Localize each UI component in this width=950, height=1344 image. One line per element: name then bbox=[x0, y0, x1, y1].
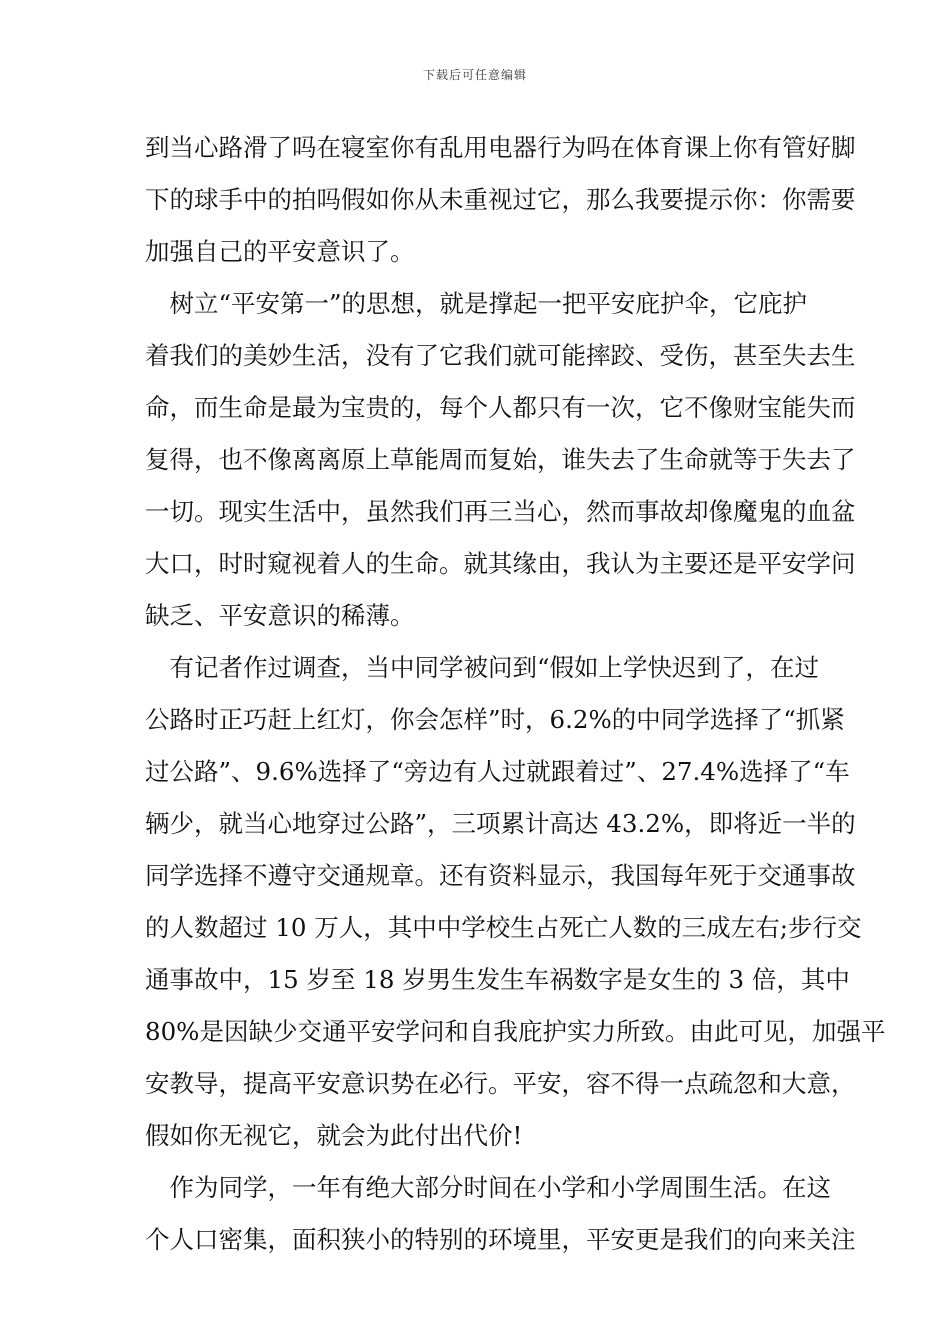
text-line: 着我们的美妙生活，没有了它我们就可能摔跤、受伤，甚至失去生 bbox=[145, 341, 856, 370]
page-header: 下载后可任意编辑 bbox=[422, 68, 527, 82]
text-line: 过公路”、9.6%选择了“旁边有人过就跟着过”、27.4%选择了“车 bbox=[145, 757, 850, 786]
text-line: 大口，时时窥视着人的生命。就其缘由，我认为主要还是平安学问 bbox=[145, 549, 856, 578]
text-line: 缺乏、平安意识的稀薄。 bbox=[145, 601, 415, 630]
text-line: 假如你无视它，就会为此付出代价! bbox=[145, 1121, 523, 1150]
text-line: 到当心路滑了吗在寝室你有乱用电器行为吗在体育课上你有管好脚 bbox=[145, 133, 856, 162]
text-line: 下的球手中的拍吗假如你从未重视过它，那么我要提示你：你需要 bbox=[145, 185, 856, 214]
text-line: 有记者作过调查，当中同学被问到“假如上学快迟到了，在过 bbox=[145, 653, 820, 682]
text-line: 命，而生命是最为宝贵的，每个人都只有一次，它不像财宝能失而 bbox=[145, 393, 856, 422]
text-line: 一切。现实生活中，虽然我们再三当心，然而事故却像魔鬼的血盆 bbox=[145, 497, 856, 526]
text-line: 同学选择不遵守交通规章。还有资料显示，我国每年死于交通事故 bbox=[145, 861, 856, 890]
text-line: 辆少，就当心地穿过公路”，三项累计高达 43.2%，即将近一半的 bbox=[145, 809, 856, 838]
text-line: 公路时正巧赶上红灯，你会怎样”时，6.2%的中同学选择了“抓紧 bbox=[145, 705, 845, 734]
text-line: 80%是因缺少交通平安学问和自我庇护实力所致。由此可见，加强平 bbox=[145, 1017, 886, 1046]
text-line: 通事故中，15 岁至 18 岁男生发生车祸数字是女生的 3 倍，其中 bbox=[145, 965, 850, 994]
text-line: 的人数超过 10 万人，其中中学校生占死亡人数的三成左右;步行交 bbox=[145, 913, 862, 942]
text-line: 树立“平安第一”的思想，就是撑起一把平安庇护伞，它庇护 bbox=[145, 289, 808, 318]
text-line: 安教导，提高平安意识势在必行。平安，容不得一点疏忽和大意， bbox=[145, 1069, 856, 1098]
text-line: 作为同学，一年有绝大部分时间在小学和小学周围生活。在这 bbox=[145, 1173, 831, 1202]
text-line: 个人口密集，面积狭小的特别的环境里，平安更是我们的向来关注 bbox=[145, 1225, 856, 1254]
text-line: 加强自己的平安意识了。 bbox=[145, 237, 415, 266]
text-line: 复得，也不像离离原上草能周而复始，谁失去了生命就等于失去了 bbox=[145, 445, 856, 474]
